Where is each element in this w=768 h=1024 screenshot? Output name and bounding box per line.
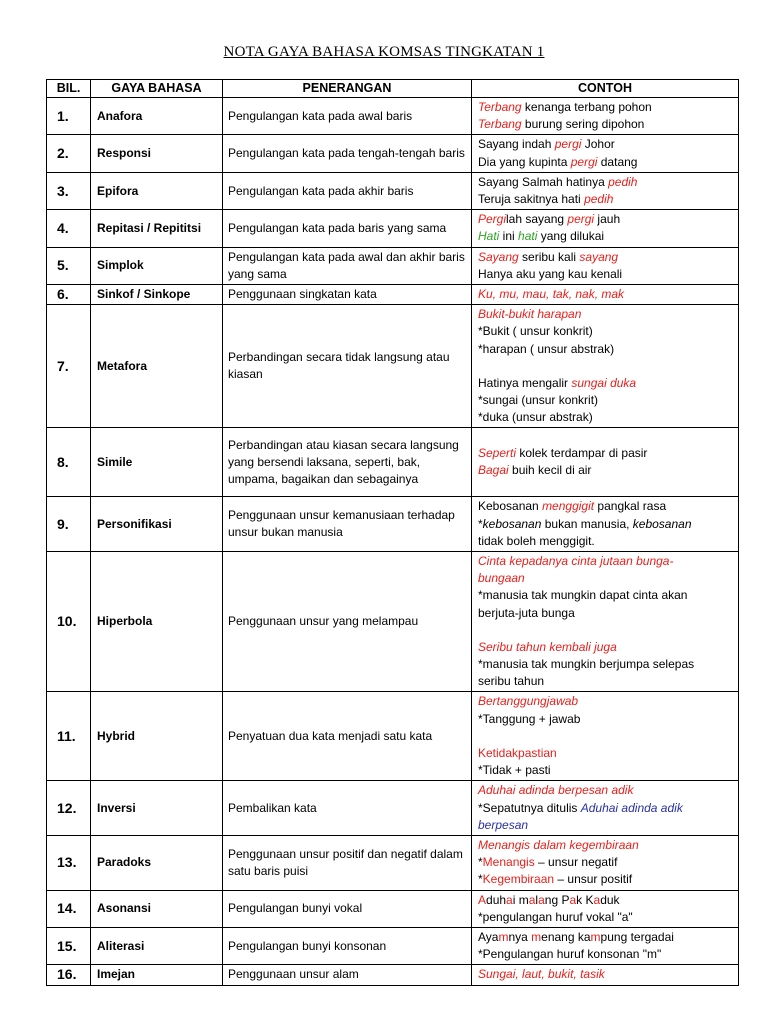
contoh-segment: *harapan ( unsur abstrak) bbox=[478, 341, 615, 356]
contoh-segment: A bbox=[478, 892, 487, 907]
penerangan-text: Perbandingan atau kiasan secara langsung yang bersendi laksana, seperti, bak, umpama, bagaikan dan sebagainya bbox=[223, 428, 472, 497]
contoh-segment: sungai duka bbox=[571, 375, 637, 390]
contoh-segment: Hati bbox=[478, 229, 500, 244]
contoh-segment: *manusia tak mungkin berjumpa selepas bbox=[478, 657, 695, 672]
contoh-segment: m bbox=[531, 929, 542, 944]
gaya-bahasa-name: Epifora bbox=[91, 172, 223, 209]
header-bil: BIL. bbox=[47, 80, 91, 98]
contoh-cell bbox=[472, 428, 739, 497]
gaya-bahasa-name: Inversi bbox=[91, 781, 223, 836]
contoh-segment: Bertanggungjawab bbox=[478, 694, 579, 709]
contoh-segment: m bbox=[590, 929, 601, 944]
contoh-line bbox=[478, 409, 733, 426]
contoh-segment: bukan manusia, bbox=[541, 516, 633, 531]
table-row bbox=[47, 552, 739, 692]
row-number: 3. bbox=[47, 172, 91, 209]
gaya-bahasa-name: Personifikasi bbox=[91, 497, 223, 552]
contoh-line bbox=[478, 286, 733, 303]
penerangan-text: Penggunaan singkatan kata bbox=[223, 285, 472, 305]
contoh-cell bbox=[472, 692, 739, 781]
table-row bbox=[47, 305, 739, 428]
table-row bbox=[47, 965, 739, 985]
contoh-line bbox=[478, 445, 733, 462]
contoh-line bbox=[478, 174, 733, 191]
contoh-cell bbox=[472, 285, 739, 305]
contoh-line bbox=[478, 99, 733, 116]
contoh-segment: Bagai bbox=[478, 463, 509, 478]
penerangan-text: Penggunaan unsur kemanusiaan terhadap unsur bukan manusia bbox=[223, 497, 472, 552]
gaya-bahasa-name: Repitasi / Repititsi bbox=[91, 210, 223, 247]
contoh-line bbox=[478, 854, 733, 871]
page-title: NOTA GAYA BAHASA KOMSAS TINGKATAN 1 bbox=[223, 44, 545, 60]
gaya-bahasa-name: Anafora bbox=[91, 98, 223, 135]
contoh-segment: *Pengulangan huruf konsonan "m" bbox=[478, 947, 662, 962]
contoh-segment: Menangis dalam kegembiraan bbox=[478, 837, 639, 852]
contoh-segment: Aya bbox=[478, 929, 499, 944]
gaya-bahasa-name: Aliterasi bbox=[91, 927, 223, 964]
contoh-segment: nya bbox=[508, 929, 532, 944]
penerangan-text: Pengulangan bunyi konsonan bbox=[223, 927, 472, 964]
row-number: 15. bbox=[47, 927, 91, 964]
header-gaya-bahasa: GAYA BAHASA bbox=[91, 80, 223, 98]
contoh-segment: Bukit-bukit harapan bbox=[478, 307, 582, 322]
contoh-blank-line bbox=[478, 358, 733, 375]
contoh-line bbox=[478, 266, 733, 283]
contoh-line bbox=[478, 605, 733, 622]
table-header-row bbox=[47, 80, 739, 98]
contoh-segment: Kebosanan bbox=[478, 499, 543, 514]
contoh-segment: Sungai, laut, bukit, tasik bbox=[478, 967, 605, 982]
contoh-segment: seribu kali bbox=[518, 249, 580, 264]
contoh-segment: – unsur negatif bbox=[534, 855, 618, 870]
table-body bbox=[47, 98, 739, 986]
contoh-cell bbox=[472, 965, 739, 985]
contoh-segment: pangkal rasa bbox=[594, 499, 667, 514]
gaya-bahasa-name: Simplok bbox=[91, 247, 223, 284]
contoh-line bbox=[478, 639, 733, 656]
table-row bbox=[47, 890, 739, 927]
row-number: 11. bbox=[47, 692, 91, 781]
contoh-segment: kenanga terbang pohon bbox=[521, 100, 652, 114]
contoh-segment: Terbang bbox=[478, 117, 522, 132]
penerangan-text: Pengulangan kata pada tengah-tengah baris bbox=[223, 135, 472, 172]
row-number: 16. bbox=[47, 965, 91, 985]
gaya-bahasa-table bbox=[46, 79, 739, 986]
contoh-line bbox=[478, 693, 733, 710]
contoh-segment: Dia yang kupinta bbox=[478, 154, 571, 169]
contoh-segment: jauh bbox=[594, 212, 621, 227]
contoh-segment: *Bukit ( unsur konkrit) bbox=[478, 324, 593, 339]
contoh-segment: ng P bbox=[544, 892, 570, 907]
contoh-segment: Hanya aku yang kau kenali bbox=[478, 266, 623, 281]
contoh-line bbox=[478, 306, 733, 323]
contoh-line bbox=[478, 533, 733, 550]
contoh-line bbox=[478, 462, 733, 479]
penerangan-text: Pengulangan kata pada baris yang sama bbox=[223, 210, 472, 247]
penerangan-text: Pengulangan kata pada awal dan akhir baris yang sama bbox=[223, 247, 472, 284]
penerangan-text: Penyatuan dua kata menjadi satu kata bbox=[223, 692, 472, 781]
gaya-bahasa-name: Metafora bbox=[91, 305, 223, 428]
contoh-segment: *duka (unsur abstrak) bbox=[478, 410, 593, 425]
contoh-segment: pedih bbox=[584, 192, 614, 207]
contoh-line bbox=[478, 837, 733, 854]
contoh-segment: lah sayang bbox=[506, 212, 568, 227]
contoh-line bbox=[478, 211, 733, 228]
penerangan-text: Penggunaan unsur alam bbox=[223, 965, 472, 985]
contoh-segment: menggigit bbox=[542, 499, 595, 514]
contoh-segment: Terbang bbox=[478, 100, 522, 114]
gaya-bahasa-name: Paradoks bbox=[91, 835, 223, 890]
contoh-segment: tidak boleh menggigit. bbox=[478, 533, 595, 548]
contoh-segment: *Sepatutnya ditulis bbox=[478, 800, 581, 815]
contoh-segment: Seperti bbox=[478, 446, 517, 461]
contoh-segment: duh bbox=[486, 892, 507, 907]
contoh-segment: *pengulangan huruf vokal "a" bbox=[478, 909, 633, 924]
contoh-line bbox=[478, 191, 733, 208]
contoh-segment: Johor bbox=[581, 137, 615, 152]
contoh-line bbox=[478, 154, 733, 171]
contoh-segment: Pergi bbox=[478, 212, 507, 227]
contoh-segment: * bbox=[478, 516, 483, 531]
table-row bbox=[47, 781, 739, 836]
penerangan-text: Penggunaan unsur positif dan negatif dalam satu baris puisi bbox=[223, 835, 472, 890]
table-row bbox=[47, 428, 739, 497]
contoh-segment: pung tergadai bbox=[600, 929, 674, 944]
gaya-bahasa-name: Hiperbola bbox=[91, 552, 223, 692]
contoh-line bbox=[478, 711, 733, 728]
contoh-segment: burung sering dipohon bbox=[521, 117, 645, 132]
row-number: 6. bbox=[47, 285, 91, 305]
contoh-blank-line bbox=[478, 728, 733, 745]
contoh-line bbox=[478, 392, 733, 409]
contoh-line bbox=[478, 498, 733, 515]
contoh-segment: a bbox=[528, 892, 536, 907]
contoh-line bbox=[478, 673, 733, 690]
contoh-segment: Sayang bbox=[478, 249, 519, 264]
contoh-cell bbox=[472, 210, 739, 247]
contoh-segment: Cinta kepadanya cinta jutaan bunga- bbox=[478, 554, 674, 569]
contoh-segment: yang dilukai bbox=[537, 229, 605, 244]
table-row bbox=[47, 497, 739, 552]
contoh-segment: pergi bbox=[554, 137, 582, 152]
row-number: 8. bbox=[47, 428, 91, 497]
contoh-segment: Seribu tahun kembali juga bbox=[478, 639, 617, 654]
contoh-line bbox=[478, 762, 733, 779]
penerangan-text: Pembalikan kata bbox=[223, 781, 472, 836]
contoh-segment: pedih bbox=[608, 174, 638, 189]
contoh-segment: *sungai (unsur konkrit) bbox=[478, 393, 599, 408]
contoh-segment: Teruja sakitnya hati bbox=[478, 192, 585, 207]
contoh-line bbox=[478, 929, 733, 946]
contoh-segment: berpesan bbox=[478, 817, 529, 832]
contoh-line bbox=[478, 228, 733, 245]
contoh-segment: a bbox=[569, 892, 577, 907]
contoh-segment: bungaan bbox=[478, 571, 525, 586]
contoh-line bbox=[478, 892, 733, 909]
contoh-cell bbox=[472, 247, 739, 284]
table-row bbox=[47, 835, 739, 890]
gaya-bahasa-name: Responsi bbox=[91, 135, 223, 172]
contoh-segment: Hatinya mengalir bbox=[478, 375, 572, 390]
contoh-line bbox=[478, 782, 733, 799]
table-row bbox=[47, 135, 739, 172]
contoh-line bbox=[478, 745, 733, 762]
contoh-cell bbox=[472, 890, 739, 927]
contoh-segment: Sayang Salmah hatinya bbox=[478, 174, 609, 189]
contoh-line bbox=[478, 116, 733, 133]
contoh-line bbox=[478, 909, 733, 926]
contoh-segment: m bbox=[498, 929, 509, 944]
row-number: 9. bbox=[47, 497, 91, 552]
row-number: 12. bbox=[47, 781, 91, 836]
row-number: 13. bbox=[47, 835, 91, 890]
contoh-cell bbox=[472, 927, 739, 964]
penerangan-text: Pengulangan bunyi vokal bbox=[223, 890, 472, 927]
contoh-segment: seribu tahun bbox=[478, 674, 545, 689]
penerangan-text: Pengulangan kata pada awal baris bbox=[223, 98, 472, 135]
table-row bbox=[47, 285, 739, 305]
contoh-segment: kolek terdampar di pasir bbox=[516, 446, 648, 461]
contoh-line bbox=[478, 375, 733, 392]
contoh-segment: berjuta-juta bunga bbox=[478, 605, 575, 620]
contoh-segment: ini bbox=[499, 229, 519, 244]
contoh-segment: l bbox=[535, 892, 539, 907]
row-number: 10. bbox=[47, 552, 91, 692]
contoh-line bbox=[478, 136, 733, 153]
row-number: 1. bbox=[47, 98, 91, 135]
contoh-cell bbox=[472, 781, 739, 836]
table-row bbox=[47, 927, 739, 964]
contoh-cell bbox=[472, 552, 739, 692]
contoh-segment: a bbox=[506, 892, 513, 907]
row-number: 14. bbox=[47, 890, 91, 927]
contoh-segment: * bbox=[478, 872, 483, 887]
contoh-cell bbox=[472, 305, 739, 428]
contoh-line bbox=[478, 570, 733, 587]
penerangan-text: Penggunaan unsur yang melampau bbox=[223, 552, 472, 692]
contoh-segment: * bbox=[478, 855, 483, 870]
contoh-cell bbox=[472, 172, 739, 209]
penerangan-text: Perbandingan secara tidak langsung atau kiasan bbox=[223, 305, 472, 428]
contoh-line bbox=[478, 553, 733, 570]
contoh-segment: Menangis bbox=[482, 855, 535, 870]
contoh-line bbox=[478, 800, 733, 817]
contoh-segment: i m bbox=[512, 892, 529, 907]
contoh-segment: Aduhai adinda berpesan adik bbox=[478, 783, 634, 798]
contoh-segment: a bbox=[593, 892, 601, 907]
contoh-segment: a bbox=[538, 892, 545, 907]
contoh-line bbox=[478, 966, 733, 983]
contoh-cell bbox=[472, 98, 739, 135]
contoh-segment: Aduhai adinda adik bbox=[580, 800, 683, 815]
contoh-line bbox=[478, 516, 733, 533]
contoh-cell bbox=[472, 835, 739, 890]
contoh-segment: *Tidak + pasti bbox=[478, 763, 551, 778]
table-row bbox=[47, 692, 739, 781]
gaya-bahasa-name: Asonansi bbox=[91, 890, 223, 927]
contoh-line bbox=[478, 946, 733, 963]
contoh-segment: sayang bbox=[579, 249, 619, 264]
gaya-bahasa-name: Hybrid bbox=[91, 692, 223, 781]
contoh-segment: *Tanggung + jawab bbox=[478, 711, 581, 726]
contoh-segment: kebosanan bbox=[632, 516, 692, 531]
table-row bbox=[47, 172, 739, 209]
contoh-line bbox=[478, 871, 733, 888]
contoh-segment: k K bbox=[576, 892, 594, 907]
contoh-segment: pergi bbox=[570, 154, 598, 169]
penerangan-text: Pengulangan kata pada akhir baris bbox=[223, 172, 472, 209]
contoh-segment: Kegembiraan bbox=[482, 872, 555, 887]
row-number: 4. bbox=[47, 210, 91, 247]
header-penerangan: PENERANGAN bbox=[223, 80, 472, 98]
contoh-blank-line bbox=[478, 622, 733, 639]
contoh-segment: buih kecil di air bbox=[508, 463, 592, 478]
gaya-bahasa-name: Sinkof / Sinkope bbox=[91, 285, 223, 305]
contoh-line bbox=[478, 817, 733, 834]
contoh-line bbox=[478, 249, 733, 266]
contoh-segment: hati bbox=[518, 229, 538, 244]
header-contoh: CONTOH bbox=[472, 80, 739, 98]
table-row bbox=[47, 247, 739, 284]
gaya-bahasa-name: Simile bbox=[91, 428, 223, 497]
contoh-segment: Ketidakpastian bbox=[478, 745, 557, 760]
contoh-segment: Ku, mu, mau, tak, nak, mak bbox=[478, 287, 625, 302]
gaya-bahasa-name: Imejan bbox=[91, 965, 223, 985]
contoh-segment: *manusia tak mungkin dapat cinta akan bbox=[478, 588, 688, 603]
row-number: 5. bbox=[47, 247, 91, 284]
contoh-line bbox=[478, 323, 733, 340]
row-number: 7. bbox=[47, 305, 91, 428]
contoh-segment: pergi bbox=[567, 212, 595, 227]
contoh-segment: Sayang indah bbox=[478, 137, 555, 152]
contoh-line bbox=[478, 656, 733, 673]
table-row bbox=[47, 98, 739, 135]
row-number: 2. bbox=[47, 135, 91, 172]
contoh-line bbox=[478, 587, 733, 604]
contoh-segment: enang ka bbox=[541, 929, 591, 944]
contoh-segment: kebosanan bbox=[482, 516, 542, 531]
contoh-cell bbox=[472, 135, 739, 172]
table-row bbox=[47, 210, 739, 247]
contoh-line bbox=[478, 341, 733, 358]
contoh-cell bbox=[472, 497, 739, 552]
contoh-segment: duk bbox=[600, 892, 620, 907]
contoh-segment: datang bbox=[597, 154, 638, 169]
contoh-segment: – unsur positif bbox=[554, 872, 633, 887]
